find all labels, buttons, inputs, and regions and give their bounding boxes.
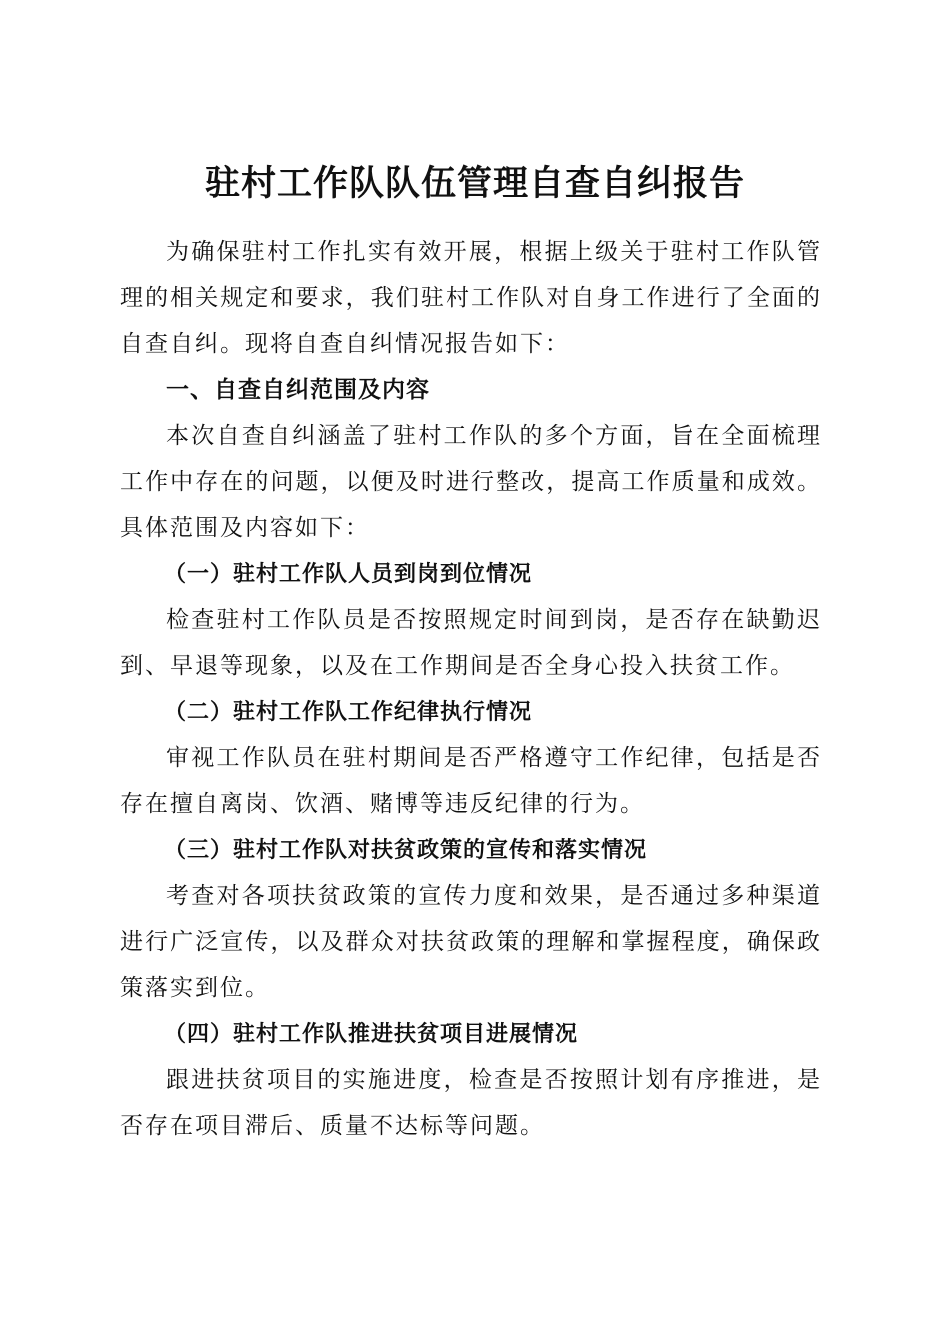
section-heading: 一、自查自纠范围及内容 (166, 377, 430, 403)
subsection-paragraph-2: 审视工作队员在驻村期间是否严格遵守工作纪律，包括是否存在擅自离岗、饮酒、赌博等违反纪律的行为。 (120, 745, 822, 817)
subsection-heading-3: （三）驻村工作队对扶贫政策的宣传和落实情况 (164, 837, 648, 863)
document-body (120, 229, 822, 1149)
subsection-heading-1: （一）驻村工作队人员到岗到位情况 (164, 561, 533, 587)
subsection-heading-4: （四）驻村工作队推进扶贫项目进展情况 (164, 1021, 579, 1047)
document-title: 驻村工作队队伍管理自查自纠报告 (204, 163, 745, 205)
intro-paragraph: 为确保驻村工作扎实有效开展，根据上级关于驻村工作队管理的相关规定和要求，我们驻村工作队对自身工作进行了全面的自查自纠。现将自查自纠情况报告如下： (120, 239, 822, 357)
subsection-paragraph-4: 跟进扶贫项目的实施进度，检查是否按照计划有序推进，是否存在项目滞后、质量不达标等问题。 (120, 1067, 822, 1139)
subsection-paragraph-3: 考查对各项扶贫政策的宣传力度和效果，是否通过多种渠道进行广泛宣传，以及群众对扶贫政策的理解和掌握程度，确保政策落实到位。 (120, 883, 822, 1001)
section-intro-paragraph: 本次自查自纠涵盖了驻村工作队的多个方面，旨在全面梳理工作中存在的问题，以便及时进行整改，提高工作质量和成效。具体范围及内容如下： (120, 423, 822, 541)
subsection-heading-2: （二）驻村工作队工作纪律执行情况 (164, 699, 533, 725)
subsection-paragraph-1: 检查驻村工作队员是否按照规定时间到岗，是否存在缺勤迟到、早退等现象，以及在工作期间是否全身心投入扶贫工作。 (120, 607, 822, 679)
